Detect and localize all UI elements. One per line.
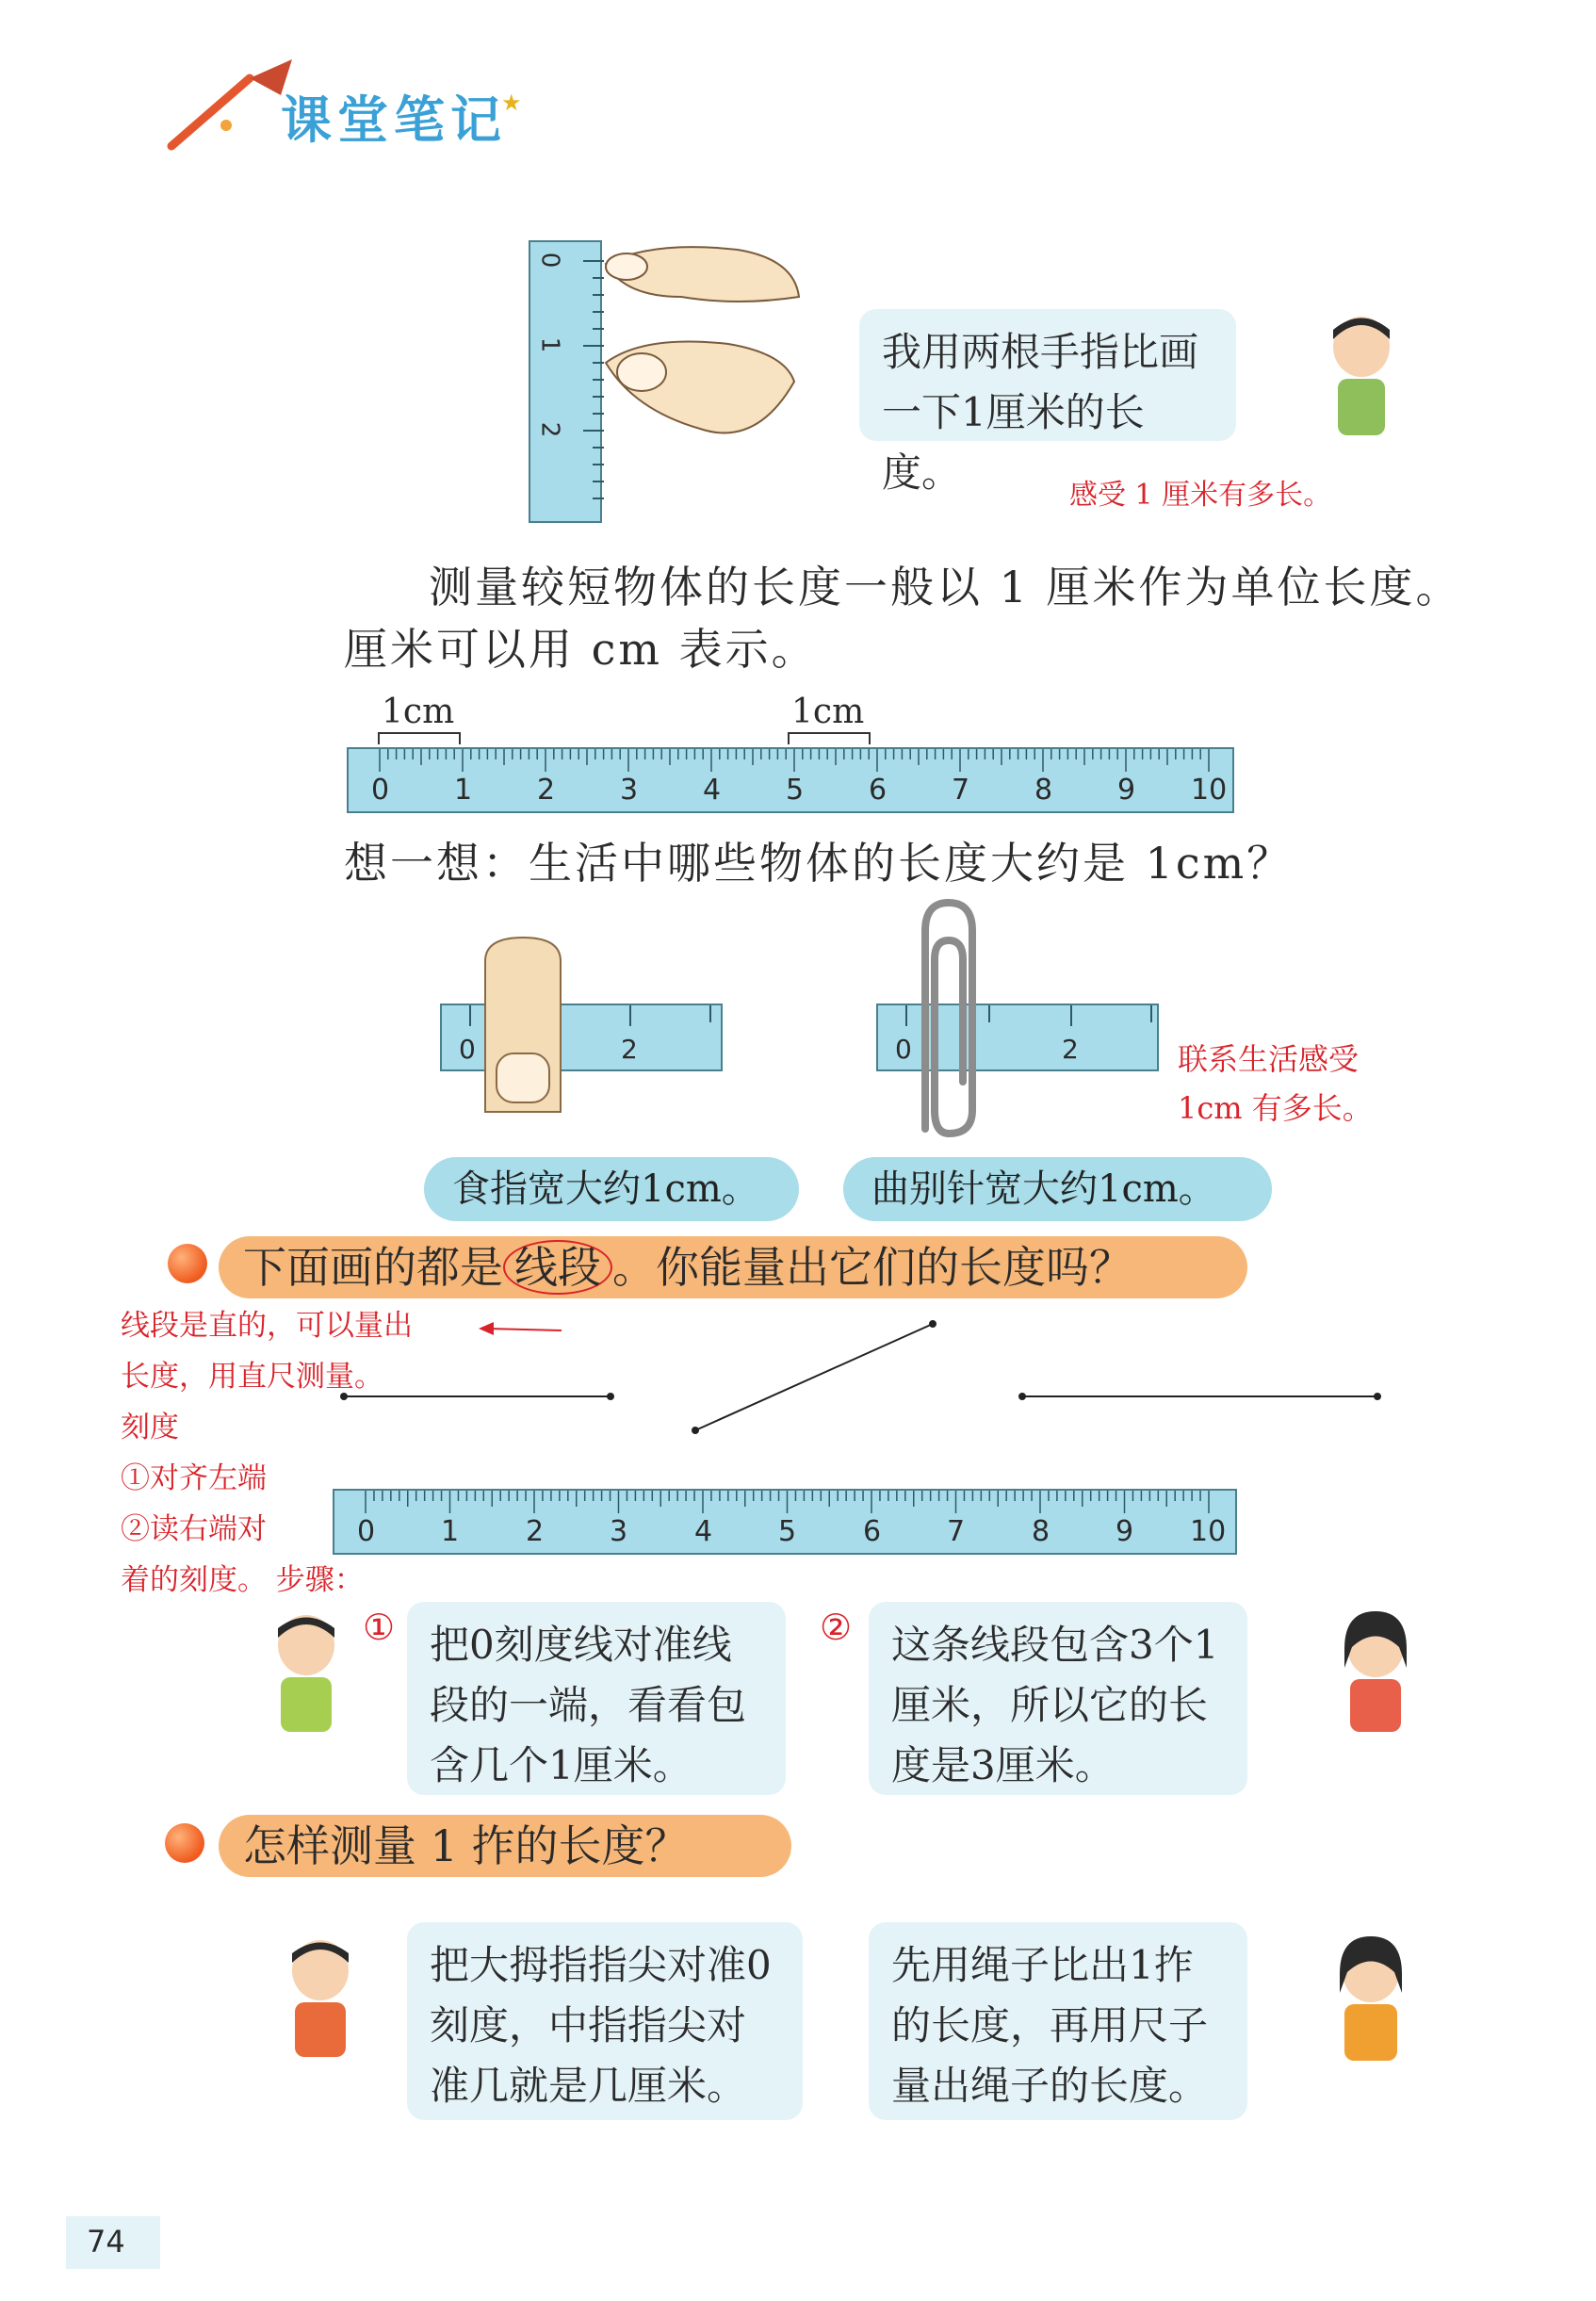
main-ruler-label-3: 3 <box>620 774 639 807</box>
sec-ruler-label-8: 8 <box>1032 1515 1050 1548</box>
section2-bullet-icon <box>165 1823 204 1863</box>
step2-text: 这条线段包含3个1厘米，所以它的长度是3厘米。 <box>891 1622 1219 1788</box>
section1-title-after: 。你能量出它们的长度吗？ <box>612 1242 1132 1293</box>
finger-caption-text: 食指宽大约1cm。 <box>452 1167 759 1211</box>
main-ruler-label-9: 9 <box>1117 774 1136 807</box>
main-ruler-label-8: 8 <box>1034 774 1053 807</box>
sec-ruler-label-6: 6 <box>863 1515 882 1548</box>
line-segments <box>330 1319 1432 1451</box>
think-question: 想一想：生活中哪些物体的长度大约是 1cm？ <box>344 838 1294 889</box>
main-ruler <box>347 747 1234 813</box>
finger-ruler-label-0: 0 <box>459 1034 476 1065</box>
main-ruler-label-5: 5 <box>786 774 805 807</box>
note-line-2: 长度，用直尺测量。 <box>121 1360 383 1394</box>
section1-title-circled: 线段 <box>503 1240 612 1295</box>
boy-avatar-3 <box>278 1936 363 2059</box>
boy-avatar-2 <box>264 1611 349 1734</box>
section1-ruler <box>333 1489 1237 1555</box>
note-line-3: 刻度 <box>121 1411 179 1444</box>
page-number: 74 <box>87 2224 125 2260</box>
main-ruler-label-10: 10 <box>1191 774 1228 807</box>
step1-number: ① <box>363 1607 396 1648</box>
step1-bubble <box>407 1602 786 1795</box>
sec-ruler-label-1: 1 <box>441 1515 460 1548</box>
sec-ruler-label-2: 2 <box>526 1515 545 1548</box>
sec-ruler-label-7: 7 <box>947 1515 966 1548</box>
finger-ruler-label-2: 2 <box>621 1034 638 1065</box>
note-line-4: ①对齐左端 <box>121 1461 267 1495</box>
paperclip-icon <box>906 893 991 1148</box>
section2-bubble-2-text: 先用绳子比出1拃的长度，再用尺子量出绳子的长度。 <box>891 1942 1209 2109</box>
sec-ruler-label-9: 9 <box>1116 1515 1134 1548</box>
girl-avatar-1 <box>1324 1611 1418 1734</box>
finger-caption <box>424 1157 799 1221</box>
step2-number: ② <box>820 1607 853 1648</box>
girl-avatar-2 <box>1314 1936 1418 2068</box>
header-logo <box>160 52 556 155</box>
note-line-6: 着的刻度。 步骤： <box>121 1563 364 1597</box>
main-ruler-label-0: 0 <box>371 774 390 807</box>
clip-ruler-label-0: 0 <box>895 1034 912 1065</box>
unit-label-1: 1cm <box>382 693 455 731</box>
clip-caption <box>843 1157 1272 1221</box>
clip-ruler-label-2: 2 <box>1062 1034 1079 1065</box>
unit-bracket-1 <box>377 731 462 746</box>
main-ruler-label-6: 6 <box>869 774 888 807</box>
main-ruler-label-1: 1 <box>454 774 473 807</box>
section2-bubble-1-text: 把大拇指指尖对准0刻度，中指指尖对准几就是几厘米。 <box>430 1942 772 2109</box>
step2-bubble <box>869 1602 1247 1795</box>
page-number-box <box>66 2216 160 2269</box>
vruler-label-0: 0 <box>535 252 564 269</box>
segment-2 <box>695 1324 933 1430</box>
star-icon: ★ <box>501 90 522 116</box>
main-ruler-label-7: 7 <box>952 774 970 807</box>
vertical-ruler <box>529 240 602 523</box>
header-title: 课堂笔记 <box>281 90 507 150</box>
sec-ruler-label-5: 5 <box>778 1515 797 1548</box>
section1-title-before: 下面画的都是 <box>243 1242 503 1293</box>
definition-text: 测量较短物体的长度一般以 1 厘米作为单位长度。厘米可以用 cm 表示。 <box>344 562 1462 675</box>
sec-ruler-label-4: 4 <box>694 1515 713 1548</box>
main-ruler-label-2: 2 <box>537 774 556 807</box>
section1-bullet-icon <box>168 1244 207 1283</box>
sec-ruler-label-0: 0 <box>357 1515 376 1548</box>
note-line-5: ②读右端对 <box>121 1512 267 1546</box>
note-line-1: 线段是直的，可以量出 <box>121 1309 413 1343</box>
section2-bubble-1 <box>407 1922 803 2120</box>
main-ruler-label-4: 4 <box>703 774 722 807</box>
examples-note: 联系生活感受 1cm 有多长。 <box>1178 1041 1373 1126</box>
section2-title-text: 怎样测量 1 拃的长度？ <box>243 1820 689 1871</box>
section1-title <box>219 1236 1247 1298</box>
unit-label-2: 1cm <box>791 693 865 731</box>
clip-caption-text: 曲别针宽大约1cm。 <box>871 1167 1216 1211</box>
section2-bubble-2 <box>869 1922 1247 2120</box>
fingers-icon <box>596 240 804 448</box>
intro-illustration <box>523 240 806 532</box>
intro-note: 感受 1 厘米有多长。 <box>1069 479 1332 512</box>
vruler-label-2: 2 <box>535 421 564 438</box>
boy-avatar-1 <box>1319 311 1404 443</box>
section2-title <box>219 1815 791 1877</box>
intro-speech-bubble <box>859 309 1236 496</box>
intro-speech-text: 我用两根手指比画一下1厘米的长度。 <box>882 329 1199 496</box>
sec-ruler-label-10: 10 <box>1190 1515 1227 1548</box>
step1-text: 把0刻度线对准线段的一端，看看包含几个1厘米。 <box>430 1622 747 1788</box>
unit-bracket-2 <box>787 731 871 746</box>
vruler-label-1: 1 <box>535 336 564 353</box>
finger-icon <box>476 933 570 1121</box>
sec-ruler-label-3: 3 <box>610 1515 628 1548</box>
